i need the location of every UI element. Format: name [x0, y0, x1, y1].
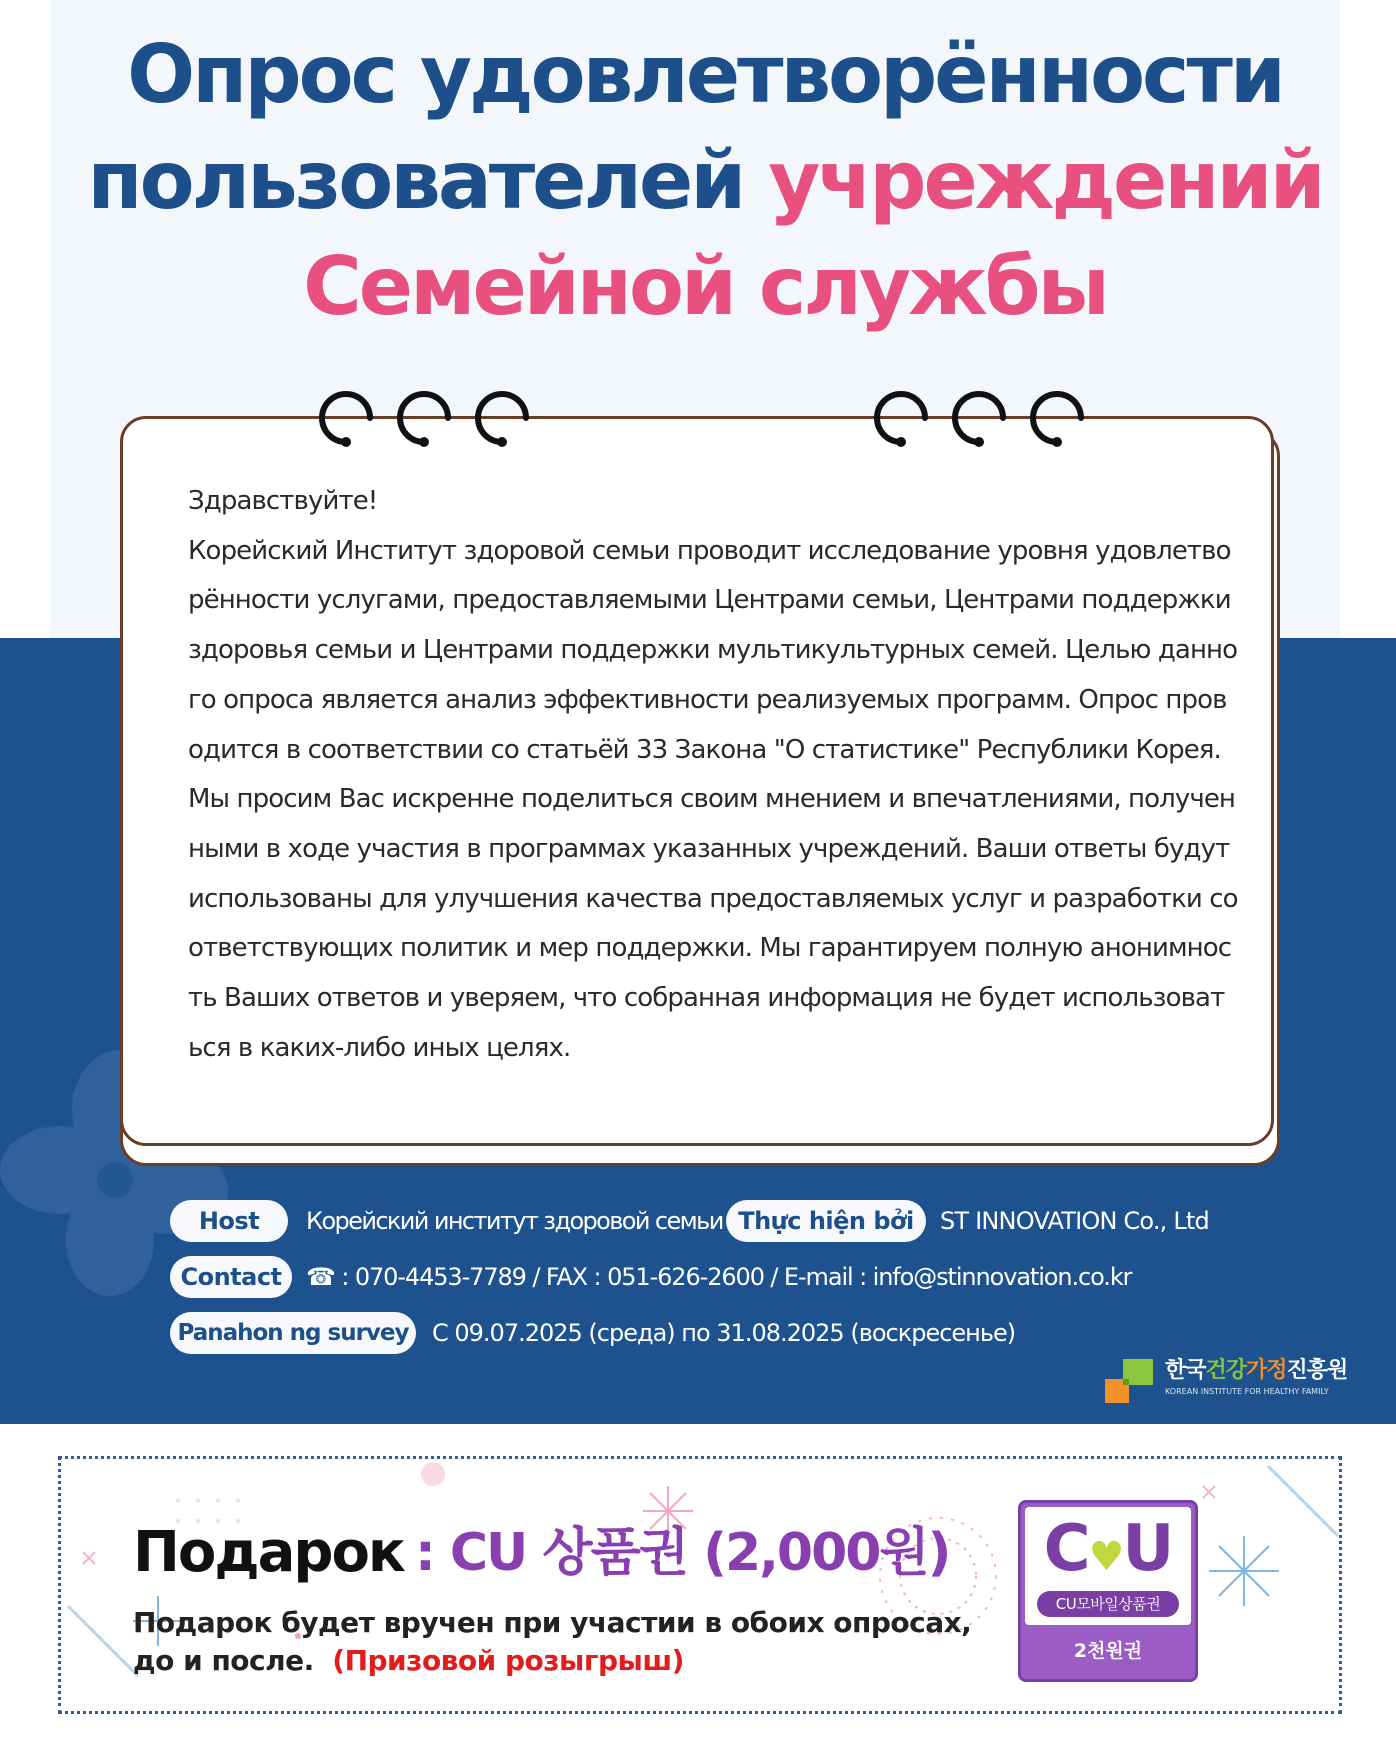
page-title	[60, 22, 1350, 340]
contact-label: Contact	[170, 1256, 292, 1298]
institute-logo-title: 한국건강가정진흥원	[1165, 1358, 1348, 1383]
executor-label: Thực hiện bởi	[726, 1200, 926, 1242]
cu-logo: C♥U	[1043, 1512, 1173, 1586]
cu-voucher-card	[1018, 1500, 1198, 1682]
institute-logo-subtitle: KOREAN INSTITUTE FOR HEALTHY FAMILY	[1165, 1387, 1329, 1396]
institute-logo	[1105, 1357, 1365, 1403]
survey-invitation-text: Здравствуйте! Корейский Институт здоровой семьи проводит исследование уровня удовлетворённости услугами, предоставляемыми Центрами семьи, Центрами поддержки здоровья семьи и Центрами поддержки мультикультурных семей. Целью данного опроса является анализ эффективности реализуемых программ. Опрос проводится в соответствии со статьёй 33 Закона "О статистике" Республики Корея. Мы просим Вас искренне поделиться своим мнением и впечатлениями, полученными в ходе участия в программах указанных учреждений. Ваши ответы будут использованы для улучшения качества предоставляемых услуг и разработки соответствующих политик и мер поддержки. Мы гарантируем полную анонимность Ваших ответов и уверяем, что собранная информация не будет использоваться в каких-либо иных целях.	[188, 486, 1238, 1063]
gift-note	[133, 1604, 971, 1680]
gift-note-line-1: Подарок будет вручен при участии в обоих опросах,	[133, 1606, 972, 1639]
gift-value: : CU 상품권 (2,000원)	[415, 1523, 950, 1583]
gift-note-line-2: до и после. (Призовой розыгрыш)	[133, 1644, 684, 1677]
survey-period-value: С 09.07.2025 (среда) по 31.08.2025 (воскресенье)	[432, 1319, 1016, 1347]
gift-label: Подарок	[133, 1520, 404, 1585]
cu-voucher-face	[1025, 1507, 1191, 1625]
title-pink-part: учреждений Семейной службы	[303, 134, 1323, 333]
prize-draw-highlight: (Призовой розыгрыш)	[332, 1644, 684, 1677]
cu-voucher-amount: 2천원권	[1073, 1640, 1143, 1662]
executor-value: ST INNOVATION Co., Ltd	[940, 1207, 1209, 1235]
survey-period-label: Panahon ng survey	[170, 1312, 416, 1354]
cu-voucher-strip: CU모바일상품권	[1037, 1591, 1179, 1617]
contact-value: ☎ : 070-4453-7789 / FAX : 051-626-2600 / E-mail : info@stinnovation.co.kr	[306, 1263, 1132, 1291]
host-label: Host	[170, 1200, 288, 1242]
title-dark-part: Опрос удовлетворённости пользователей	[87, 28, 1283, 227]
host-value: Корейский институт здоровой семьи	[306, 1207, 723, 1235]
binder-rings-icon	[0, 380, 1396, 460]
cu-heart-icon: ♥	[1088, 1534, 1123, 1580]
institute-logo-icon	[1105, 1359, 1153, 1403]
